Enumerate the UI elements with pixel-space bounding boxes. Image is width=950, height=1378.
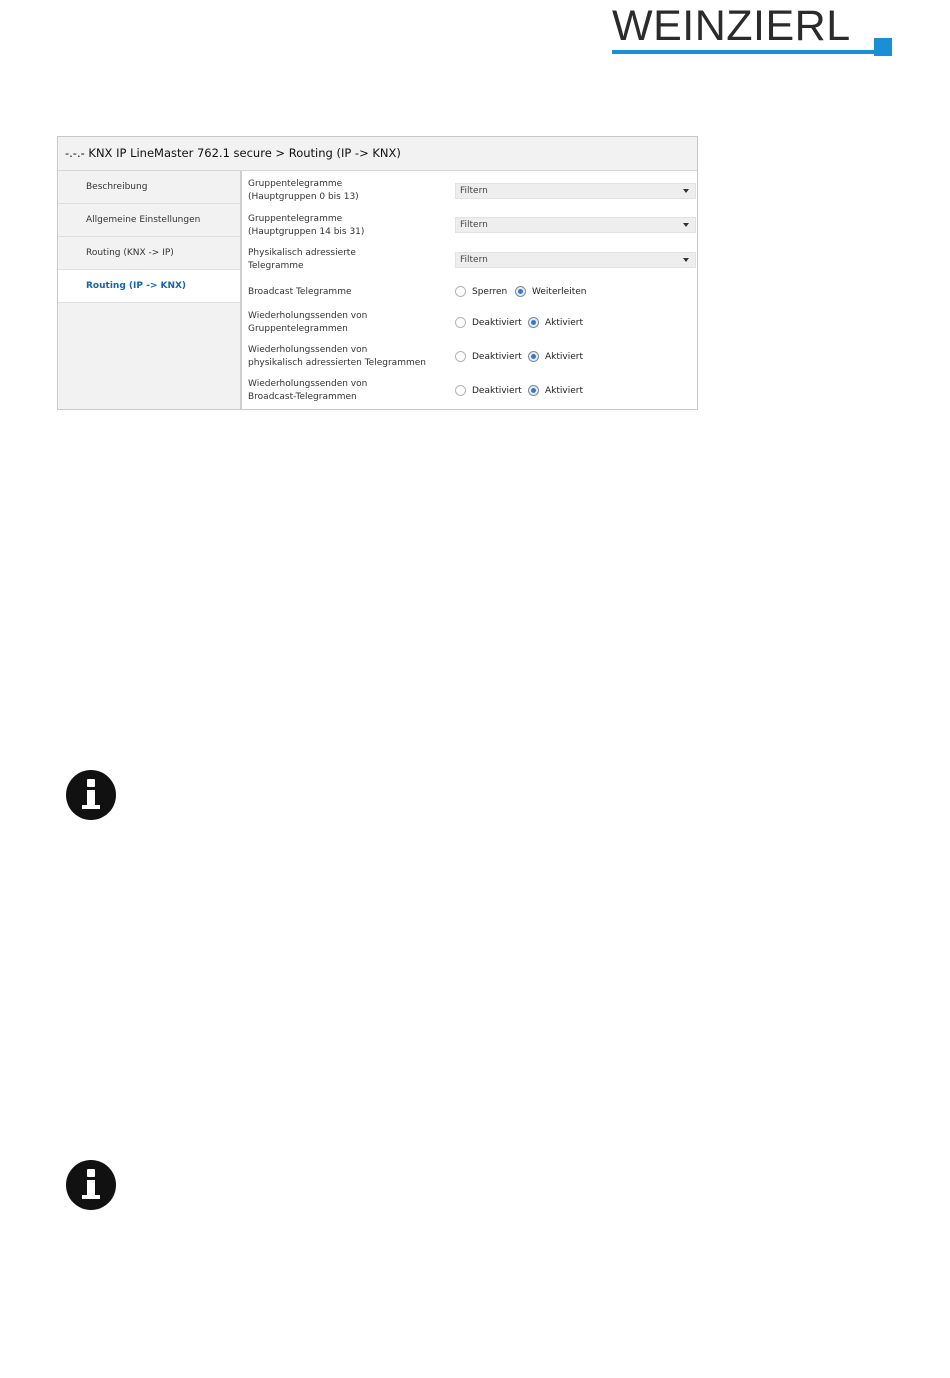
radio-label: Aktiviert — [545, 318, 583, 328]
sidebar-item-allgemeine-einstellungen[interactable]: Allgemeine Einstellungen — [58, 204, 240, 237]
logo-underline — [612, 50, 880, 54]
radio-circle — [528, 351, 539, 362]
radio-circle — [455, 286, 466, 297]
radio-label: Deaktiviert — [472, 318, 522, 328]
radio-label: Aktiviert — [545, 352, 583, 362]
logo-square — [874, 38, 892, 56]
sidebar-item-routing-knx-ip[interactable]: Routing (KNX -> IP) — [58, 237, 240, 270]
radio-circle — [528, 317, 539, 328]
caret-down-icon — [683, 189, 689, 193]
caret-down-icon — [683, 258, 689, 262]
param-label-sub: physikalisch adressierten Telegrammen — [248, 358, 426, 368]
param-label-sub: (Hauptgruppen 0 bis 13) — [248, 192, 359, 202]
param-label: Wiederholungssenden von — [248, 311, 368, 321]
param-label-sub: (Hauptgruppen 14 bis 31) — [248, 227, 365, 237]
param-label: Physikalisch adressierte — [248, 248, 356, 258]
param-label: Broadcast Telegramme — [248, 287, 352, 297]
radio-label: Aktiviert — [545, 386, 583, 396]
weinzierl-logo — [612, 4, 894, 60]
radio-circle — [528, 385, 539, 396]
param-label: Wiederholungssenden von — [248, 345, 368, 355]
info-icon — [66, 1160, 116, 1210]
dropdown-value: Filtern — [460, 255, 488, 265]
param-label-sub: Telegramme — [248, 261, 304, 271]
physical-dropdown[interactable] — [455, 252, 696, 268]
window-title: -.-.- KNX IP LineMaster 762.1 secure > Routing (IP -> KNX) — [58, 137, 697, 171]
radio-label: Sperren — [472, 287, 508, 297]
info-icon — [66, 770, 116, 820]
caret-down-icon — [683, 223, 689, 227]
dropdown-value: Filtern — [460, 186, 488, 196]
group-14-31-dropdown[interactable] — [455, 217, 696, 233]
sidebar — [58, 171, 242, 409]
radio-label: Weiterleiten — [532, 287, 587, 297]
sidebar-item-routing-ip-knx[interactable]: Routing (IP -> KNX) — [58, 270, 240, 303]
parameter-panel — [242, 171, 697, 409]
parameter-window — [57, 136, 698, 410]
param-label-sub: Gruppentelegrammen — [248, 324, 348, 334]
radio-circle — [455, 351, 466, 362]
param-label: Gruppentelegramme — [248, 179, 343, 189]
group-0-13-dropdown[interactable] — [455, 183, 696, 199]
radio-label: Deaktiviert — [472, 352, 522, 362]
radio-label: Deaktiviert — [472, 386, 522, 396]
radio-circle — [515, 286, 526, 297]
sidebar-item-beschreibung[interactable]: Beschreibung — [58, 171, 240, 204]
radio-circle — [455, 317, 466, 328]
param-label: Wiederholungssenden von — [248, 379, 368, 389]
param-label: Gruppentelegramme — [248, 214, 343, 224]
logo-text: WEINZIERL — [612, 2, 851, 50]
param-label-sub: Broadcast-Telegrammen — [248, 392, 357, 402]
dropdown-value: Filtern — [460, 220, 488, 230]
radio-circle — [455, 385, 466, 396]
